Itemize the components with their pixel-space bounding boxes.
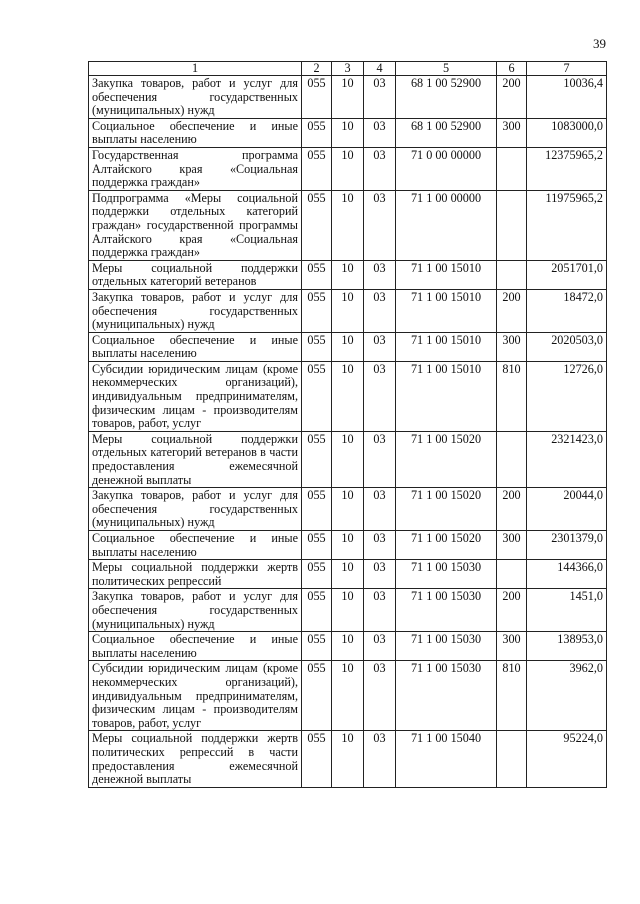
ministry-code-cell: 055 (302, 731, 332, 787)
subsection-code-cell: 03 (364, 76, 396, 119)
expense-type-cell: 300 (497, 118, 527, 147)
column-header: 6 (497, 62, 527, 76)
target-article-cell: 68 1 00 52900 (396, 118, 497, 147)
amount-cell: 1451,0 (527, 589, 607, 632)
ministry-code-cell: 055 (302, 488, 332, 531)
expense-name-cell: Субсидии юридическим лицам (кроме некоммерческих организаций), индивидуальным предпринимателям, физическим лицам - производителям товаров, работ, услуг (89, 361, 302, 431)
table-row (89, 488, 607, 531)
table-row (89, 118, 607, 147)
expense-name-cell: Подпрограмма «Меры социальной поддержки отдельных категорий граждан» государственной программы Алтайского края «Социальная поддержка граждан» (89, 190, 302, 260)
expense-name-cell: Государственная программа Алтайского края «Социальная поддержка граждан» (89, 147, 302, 190)
ministry-code-cell: 055 (302, 560, 332, 589)
amount-cell: 2321423,0 (527, 431, 607, 487)
section-code-cell: 10 (332, 289, 364, 332)
section-code-cell: 10 (332, 632, 364, 661)
ministry-code-cell: 055 (302, 661, 332, 731)
expense-type-cell (497, 431, 527, 487)
subsection-code-cell: 03 (364, 632, 396, 661)
ministry-code-cell: 055 (302, 118, 332, 147)
target-article-cell: 71 1 00 15030 (396, 560, 497, 589)
table-row (89, 332, 607, 361)
table-row (89, 589, 607, 632)
expense-name-cell: Закупка товаров, работ и услуг для обеспечения государственных (муниципальных) нужд (89, 289, 302, 332)
ministry-code-cell: 055 (302, 76, 332, 119)
ministry-code-cell: 055 (302, 260, 332, 289)
amount-cell: 144366,0 (527, 560, 607, 589)
table-row (89, 661, 607, 731)
expense-type-cell: 300 (497, 531, 527, 560)
column-header: 3 (332, 62, 364, 76)
expense-name-cell: Социальное обеспечение и иные выплаты населению (89, 332, 302, 361)
target-article-cell: 71 0 00 00000 (396, 147, 497, 190)
amount-cell: 12726,0 (527, 361, 607, 431)
section-code-cell: 10 (332, 488, 364, 531)
target-article-cell: 68 1 00 52900 (396, 76, 497, 119)
column-header: 4 (364, 62, 396, 76)
expense-name-cell: Закупка товаров, работ и услуг для обеспечения государственных (муниципальных) нужд (89, 589, 302, 632)
target-article-cell: 71 1 00 15040 (396, 731, 497, 787)
expense-type-cell (497, 560, 527, 589)
subsection-code-cell: 03 (364, 147, 396, 190)
expense-name-cell: Меры социальной поддержки жертв политических репрессий в части предоставления ежемесячной денежной выплаты (89, 731, 302, 787)
amount-cell: 10036,4 (527, 76, 607, 119)
ministry-code-cell: 055 (302, 361, 332, 431)
ministry-code-cell: 055 (302, 589, 332, 632)
amount-cell: 3962,0 (527, 661, 607, 731)
section-code-cell: 10 (332, 661, 364, 731)
amount-cell: 138953,0 (527, 632, 607, 661)
section-code-cell: 10 (332, 118, 364, 147)
amount-cell: 11975965,2 (527, 190, 607, 260)
subsection-code-cell: 03 (364, 361, 396, 431)
section-code-cell: 10 (332, 731, 364, 787)
target-article-cell: 71 1 00 15010 (396, 260, 497, 289)
table-row (89, 731, 607, 787)
section-code-cell: 10 (332, 190, 364, 260)
expense-type-cell: 200 (497, 488, 527, 531)
section-code-cell: 10 (332, 332, 364, 361)
table-row (89, 361, 607, 431)
subsection-code-cell: 03 (364, 589, 396, 632)
expense-name-cell: Закупка товаров, работ и услуг для обеспечения государственных (муниципальных) нужд (89, 488, 302, 531)
table-row (89, 260, 607, 289)
section-code-cell: 10 (332, 531, 364, 560)
expense-name-cell: Меры социальной поддержки жертв политических репрессий (89, 560, 302, 589)
section-code-cell: 10 (332, 361, 364, 431)
expense-type-cell: 300 (497, 632, 527, 661)
expense-name-cell: Социальное обеспечение и иные выплаты населению (89, 632, 302, 661)
subsection-code-cell: 03 (364, 190, 396, 260)
amount-cell: 20044,0 (527, 488, 607, 531)
subsection-code-cell: 03 (364, 118, 396, 147)
ministry-code-cell: 055 (302, 431, 332, 487)
expense-type-cell (497, 731, 527, 787)
amount-cell: 18472,0 (527, 289, 607, 332)
subsection-code-cell: 03 (364, 289, 396, 332)
table-row (89, 147, 607, 190)
subsection-code-cell: 03 (364, 431, 396, 487)
table-body (89, 76, 607, 788)
ministry-code-cell: 055 (302, 147, 332, 190)
amount-cell: 2051701,0 (527, 260, 607, 289)
expense-type-cell: 300 (497, 332, 527, 361)
expense-name-cell: Субсидии юридическим лицам (кроме некоммерческих организаций), индивидуальным предпринимателям, физическим лицам - производителям товаров, работ, услуг (89, 661, 302, 731)
table-row (89, 431, 607, 487)
column-header: 1 (89, 62, 302, 76)
table-row (89, 76, 607, 119)
ministry-code-cell: 055 (302, 289, 332, 332)
amount-cell: 2301379,0 (527, 531, 607, 560)
target-article-cell: 71 1 00 15020 (396, 488, 497, 531)
budget-table (88, 61, 607, 788)
subsection-code-cell: 03 (364, 731, 396, 787)
table-row (89, 632, 607, 661)
expense-name-cell: Социальное обеспечение и иные выплаты населению (89, 118, 302, 147)
subsection-code-cell: 03 (364, 332, 396, 361)
ministry-code-cell: 055 (302, 632, 332, 661)
expense-type-cell: 200 (497, 289, 527, 332)
subsection-code-cell: 03 (364, 560, 396, 589)
expense-type-cell (497, 260, 527, 289)
section-code-cell: 10 (332, 560, 364, 589)
target-article-cell: 71 1 00 15030 (396, 632, 497, 661)
expense-type-cell (497, 147, 527, 190)
amount-cell: 1083000,0 (527, 118, 607, 147)
target-article-cell: 71 1 00 15010 (396, 289, 497, 332)
table-row (89, 531, 607, 560)
column-header: 2 (302, 62, 332, 76)
target-article-cell: 71 1 00 15030 (396, 589, 497, 632)
expense-type-cell: 810 (497, 361, 527, 431)
section-code-cell: 10 (332, 76, 364, 119)
table-row (89, 289, 607, 332)
ministry-code-cell: 055 (302, 531, 332, 560)
amount-cell: 12375965,2 (527, 147, 607, 190)
amount-cell: 95224,0 (527, 731, 607, 787)
subsection-code-cell: 03 (364, 531, 396, 560)
table-row (89, 560, 607, 589)
target-article-cell: 71 1 00 15010 (396, 361, 497, 431)
subsection-code-cell: 03 (364, 260, 396, 289)
target-article-cell: 71 1 00 15020 (396, 431, 497, 487)
section-code-cell: 10 (332, 260, 364, 289)
target-article-cell: 71 1 00 15020 (396, 531, 497, 560)
target-article-cell: 71 1 00 15030 (396, 661, 497, 731)
subsection-code-cell: 03 (364, 488, 396, 531)
table-header-row (89, 62, 607, 76)
section-code-cell: 10 (332, 431, 364, 487)
expense-name-cell: Меры социальной поддержки отдельных категорий ветеранов в части предоставления ежемесячной денежной выплаты (89, 431, 302, 487)
ministry-code-cell: 055 (302, 332, 332, 361)
section-code-cell: 10 (332, 589, 364, 632)
expense-type-cell: 200 (497, 76, 527, 119)
page-number: 39 (593, 36, 606, 51)
table-row (89, 190, 607, 260)
expense-name-cell: Закупка товаров, работ и услуг для обеспечения государственных (муниципальных) нужд (89, 76, 302, 119)
expense-name-cell: Социальное обеспечение и иные выплаты населению (89, 531, 302, 560)
column-header: 7 (527, 62, 607, 76)
target-article-cell: 71 1 00 00000 (396, 190, 497, 260)
target-article-cell: 71 1 00 15010 (396, 332, 497, 361)
amount-cell: 2020503,0 (527, 332, 607, 361)
expense-type-cell (497, 190, 527, 260)
section-code-cell: 10 (332, 147, 364, 190)
expense-name-cell: Меры социальной поддержки отдельных категорий ветеранов (89, 260, 302, 289)
ministry-code-cell: 055 (302, 190, 332, 260)
column-header: 5 (396, 62, 497, 76)
expense-type-cell: 810 (497, 661, 527, 731)
expense-type-cell: 200 (497, 589, 527, 632)
subsection-code-cell: 03 (364, 661, 396, 731)
